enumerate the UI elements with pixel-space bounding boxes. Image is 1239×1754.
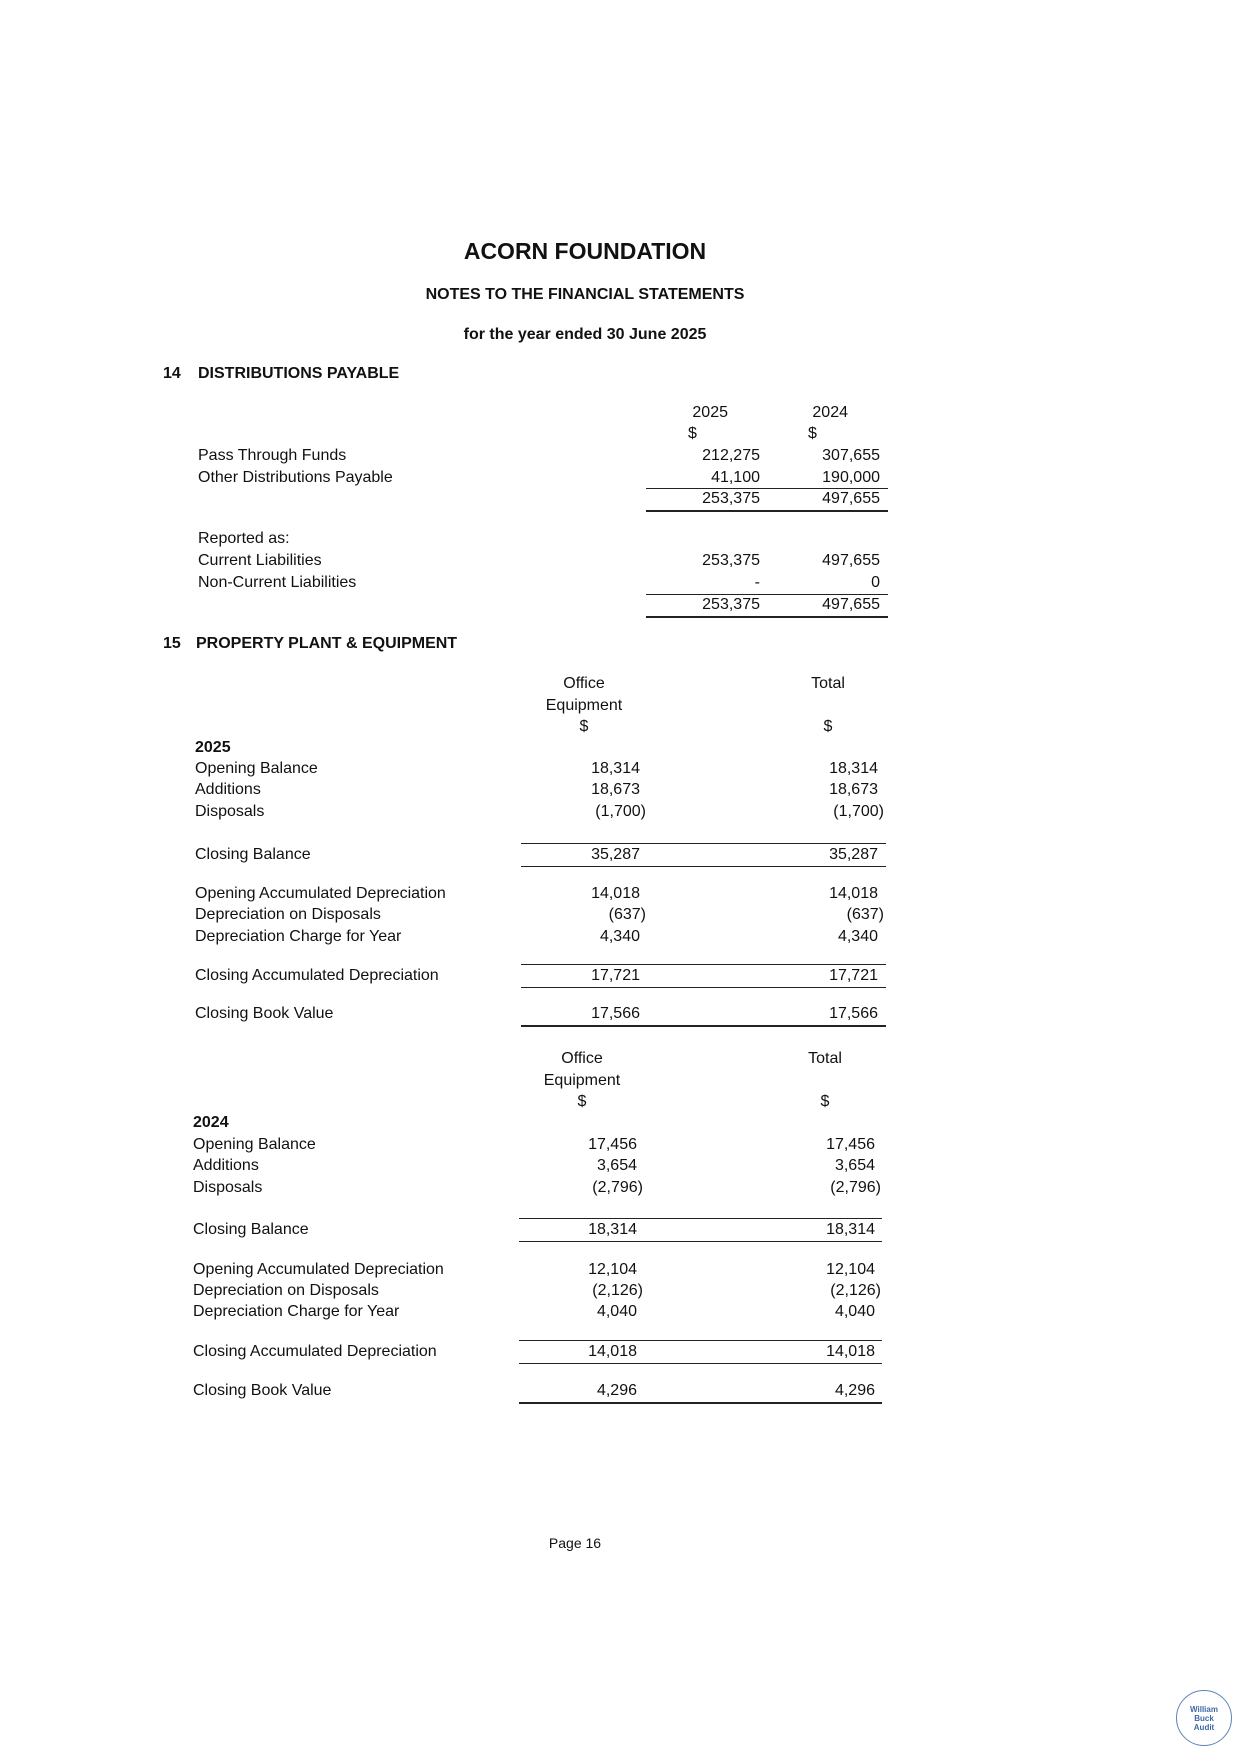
value-2025: - [754, 574, 760, 591]
value-total: 12,104 [826, 1261, 875, 1278]
row-label: Opening Accumulated Depreciation [195, 885, 446, 902]
col-header-2025: 2025 [692, 404, 728, 421]
value-office: 18,314 [588, 1221, 637, 1238]
note-15-title: PROPERTY PLANT & EQUIPMENT [196, 635, 458, 652]
total-2024: 497,655 [822, 490, 880, 507]
row-label: Non-Current Liabilities [198, 574, 357, 591]
currency-2024: $ [808, 425, 817, 442]
value-total: 4,340 [837, 928, 878, 945]
col-header-office: Equipment [543, 1072, 621, 1089]
row-label: Opening Accumulated Depreciation [193, 1261, 444, 1278]
value-office: (637) [608, 906, 646, 923]
value-office: (1,700) [595, 803, 646, 820]
currency-office: $ [577, 1093, 587, 1110]
total-rule [519, 1363, 882, 1364]
col-header-office: Equipment [545, 697, 623, 714]
row-label: Depreciation Charge for Year [195, 928, 402, 945]
row-label: Depreciation on Disposals [193, 1282, 379, 1299]
total-rule [519, 1402, 882, 1404]
value-2025: 41,100 [711, 469, 760, 486]
subtotal-rule [521, 843, 886, 844]
row-label: Depreciation on Disposals [195, 906, 381, 923]
total-rule [646, 616, 888, 618]
value-office: 12,104 [588, 1261, 637, 1278]
total-rule [521, 1025, 886, 1027]
row-label: Disposals [193, 1179, 263, 1196]
total-rule [521, 987, 886, 988]
row-label: Other Distributions Payable [198, 469, 393, 486]
value-office: (2,796) [592, 1179, 643, 1196]
value-total: 14,018 [826, 1343, 875, 1360]
value-total: 17,456 [826, 1136, 875, 1153]
row-label: Closing Accumulated Depreciation [195, 967, 439, 984]
value-office: 18,314 [591, 760, 640, 777]
value-office: 17,456 [588, 1136, 637, 1153]
value-office: 35,287 [591, 846, 640, 863]
year-heading-2024: 2024 [193, 1114, 229, 1131]
subtotal-rule [519, 1218, 882, 1219]
period-label: for the year ended 30 June 2025 [463, 326, 707, 343]
value-office: 17,566 [591, 1005, 640, 1022]
row-label: Depreciation Charge for Year [193, 1303, 400, 1320]
row-label: Current Liabilities [198, 552, 322, 569]
value-office: 3,654 [596, 1157, 637, 1174]
value-total: 4,296 [834, 1382, 875, 1399]
subtotal-rule [646, 594, 888, 595]
value-2025: 253,375 [702, 552, 760, 569]
col-header-total: Total [808, 1050, 842, 1067]
value-total: (637) [846, 906, 884, 923]
currency-total: $ [823, 718, 833, 735]
row-label: Additions [195, 781, 261, 798]
total-2025: 253,375 [702, 490, 760, 507]
currency-2025: $ [688, 425, 697, 442]
row-label: Closing Book Value [195, 1005, 334, 1022]
total-rule [521, 866, 886, 867]
value-office: 4,340 [599, 928, 640, 945]
value-total: (2,796) [830, 1179, 881, 1196]
row-label: Opening Balance [195, 760, 318, 777]
total-rule [646, 510, 888, 512]
value-total: 18,314 [826, 1221, 875, 1238]
col-header-office: Office [563, 675, 605, 692]
value-2024: 497,655 [822, 552, 880, 569]
col-header-2024: 2024 [812, 404, 848, 421]
reported-as-label: Reported as: [198, 530, 290, 547]
value-total: 3,654 [834, 1157, 875, 1174]
row-label: Disposals [195, 803, 265, 820]
value-office: 4,040 [596, 1303, 637, 1320]
col-header-total: Total [811, 675, 845, 692]
value-total: 35,287 [829, 846, 878, 863]
value-total: 17,721 [829, 967, 878, 984]
value-2025: 212,275 [702, 447, 760, 464]
value-office: 14,018 [588, 1343, 637, 1360]
subtotal-rule [521, 964, 886, 965]
value-total: (1,700) [833, 803, 884, 820]
value-2024: 307,655 [822, 447, 880, 464]
total-rule [519, 1241, 882, 1242]
value-office: 17,721 [591, 967, 640, 984]
value-total: 4,040 [834, 1303, 875, 1320]
value-2024: 0 [871, 574, 880, 591]
row-label: Closing Balance [193, 1221, 309, 1238]
value-total: 18,314 [829, 760, 878, 777]
value-total: (2,126) [830, 1282, 881, 1299]
col-header-office: Office [561, 1050, 603, 1067]
row-label: Closing Accumulated Depreciation [193, 1343, 437, 1360]
value-total: 17,566 [829, 1005, 878, 1022]
note-14-title: DISTRIBUTIONS PAYABLE [198, 365, 400, 382]
row-label: Opening Balance [193, 1136, 316, 1153]
value-office: 4,296 [596, 1382, 637, 1399]
currency-total: $ [820, 1093, 830, 1110]
currency-office: $ [579, 718, 589, 735]
total-2025: 253,375 [702, 596, 760, 613]
value-total: 18,673 [829, 781, 878, 798]
value-total: 14,018 [829, 885, 878, 902]
row-label: Closing Balance [195, 846, 311, 863]
subtotal-rule [519, 1340, 882, 1341]
audit-stamp: William Buck Audit [1176, 1690, 1232, 1746]
note-14-number: 14 [163, 365, 181, 382]
page-number: Page 16 [548, 1535, 602, 1551]
note-15-number: 15 [163, 635, 181, 652]
year-heading-2025: 2025 [195, 739, 231, 756]
total-2024: 497,655 [822, 596, 880, 613]
row-label: Additions [193, 1157, 259, 1174]
document-title: NOTES TO THE FINANCIAL STATEMENTS [425, 286, 745, 303]
value-office: 18,673 [591, 781, 640, 798]
row-label: Pass Through Funds [198, 447, 347, 464]
value-office: 14,018 [591, 885, 640, 902]
subtotal-rule [646, 488, 888, 489]
value-2024: 190,000 [822, 469, 880, 486]
org-name: ACORN FOUNDATION [463, 238, 707, 264]
value-office: (2,126) [592, 1282, 643, 1299]
row-label: Closing Book Value [193, 1382, 332, 1399]
